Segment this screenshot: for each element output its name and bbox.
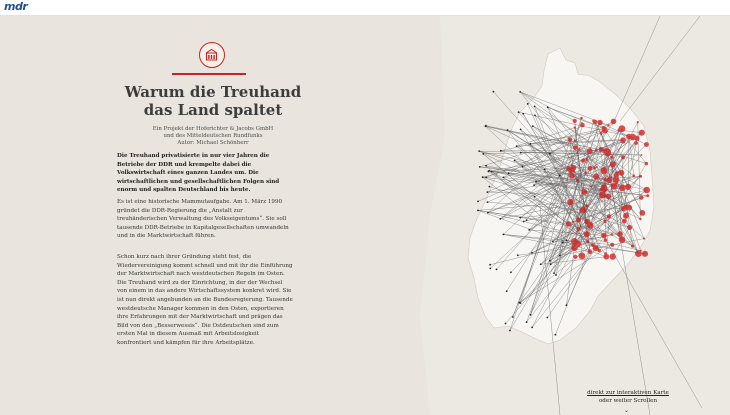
east-company-dot[interactable] <box>619 170 625 176</box>
west-company-dot[interactable] <box>520 152 522 154</box>
west-company-dot[interactable] <box>555 274 557 276</box>
east-company-dot[interactable] <box>580 117 583 120</box>
east-company-dot[interactable] <box>607 124 609 126</box>
east-company-dot[interactable] <box>579 253 586 260</box>
west-company-dot[interactable] <box>555 334 557 336</box>
west-company-dot[interactable] <box>544 169 546 171</box>
east-company-dot[interactable] <box>622 219 627 224</box>
west-company-dot[interactable] <box>526 219 528 221</box>
east-company-dot[interactable] <box>619 185 626 192</box>
top-bar <box>0 0 730 16</box>
credit-line: und des Mitteldeutschen Rundfunks <box>163 133 263 139</box>
east-company-dot[interactable] <box>639 218 641 220</box>
east-company-dot[interactable] <box>631 245 634 248</box>
east-company-dot[interactable] <box>601 233 607 239</box>
west-company-dot[interactable] <box>517 254 519 256</box>
west-company-dot[interactable] <box>550 264 552 266</box>
west-company-dot[interactable] <box>534 106 536 108</box>
west-company-dot[interactable] <box>503 234 505 236</box>
west-company-dot[interactable] <box>522 166 524 168</box>
east-company-dot[interactable] <box>619 236 626 243</box>
east-company-dot[interactable] <box>639 210 645 216</box>
east-company-dot[interactable] <box>585 204 588 207</box>
west-company-dot[interactable] <box>547 317 549 319</box>
scroll-hint-text: oder weiter Scrollen <box>598 397 658 404</box>
east-company-dot[interactable] <box>572 221 574 223</box>
west-company-dot[interactable] <box>540 263 542 265</box>
west-company-dot[interactable] <box>562 242 564 244</box>
east-company-dot[interactable] <box>584 219 590 225</box>
west-company-dot[interactable] <box>482 176 484 178</box>
east-company-dot[interactable] <box>580 225 582 227</box>
west-company-dot[interactable] <box>533 184 535 186</box>
title-divider <box>172 73 246 75</box>
east-company-dot[interactable] <box>623 213 629 219</box>
east-company-dot[interactable] <box>567 199 573 205</box>
east-company-dot[interactable] <box>584 231 590 237</box>
west-company-dot[interactable] <box>500 150 502 152</box>
east-company-dot[interactable] <box>639 175 642 178</box>
west-company-dot[interactable] <box>477 201 479 203</box>
east-company-dot[interactable] <box>596 166 598 168</box>
west-company-dot[interactable] <box>566 304 568 306</box>
east-company-dot[interactable] <box>639 195 643 199</box>
east-company-dot[interactable] <box>576 227 580 231</box>
east-company-dot[interactable] <box>634 141 638 145</box>
credits <box>117 126 309 147</box>
east-company-dot[interactable] <box>593 167 596 170</box>
east-company-dot[interactable] <box>588 250 593 255</box>
scroll-hint <box>560 390 696 414</box>
west-company-dot[interactable] <box>499 218 501 220</box>
west-company-dot[interactable] <box>516 145 518 147</box>
east-company-dot[interactable] <box>574 140 576 142</box>
germany-network-map[interactable] <box>0 16 730 415</box>
east-company-dot[interactable] <box>604 194 607 197</box>
west-company-dot[interactable] <box>496 269 498 271</box>
west-company-dot[interactable] <box>535 181 537 183</box>
west-company-dot[interactable] <box>507 129 509 131</box>
east-company-dot[interactable] <box>600 188 603 191</box>
east-company-dot[interactable] <box>644 142 649 147</box>
east-company-dot[interactable] <box>598 249 602 253</box>
east-company-dot[interactable] <box>610 243 614 247</box>
east-company-dot[interactable] <box>603 254 609 260</box>
west-company-dot[interactable] <box>531 327 533 329</box>
interactive-map-link[interactable]: direkt zur interaktiven Karte <box>587 390 669 396</box>
west-company-dot[interactable] <box>489 268 491 270</box>
east-company-dot[interactable] <box>597 120 602 125</box>
west-company-dot[interactable] <box>485 165 487 167</box>
east-company-dot[interactable] <box>584 172 587 175</box>
east-company-dot[interactable] <box>576 179 579 182</box>
body-paragraph-2: Schon kurz nach ihrer Gründung steht fest, die Wiedervereinigung kommt schnell und mit ihr die Einführung der Marktwirtschaft nach westdeutschen Regeln im Osten. Die Treuhand wird zu der Einrichtung, in der der Wechsel von einem in das andere Wirtschaftssystem konkret wird. Sie ist nun direkt angebunden an die Bundesregierung. Tausende westdeutsche Manager kommen in den Osten, exportieren ihre Erfahrungen mit der Marktwirtschaft und prägen das Bild von den „Besserwessis“. Die Ostdeutschen sind zum ersten Mal in diesem Ausmaß mit Arbeitslosigkeit konfrontiert und kämpfen für ihre Arbeitsplätze. <box>117 254 293 346</box>
east-company-dot[interactable] <box>573 255 577 259</box>
west-company-dot[interactable] <box>534 115 536 117</box>
west-company-dot[interactable] <box>505 323 507 325</box>
east-company-dot[interactable] <box>581 189 587 195</box>
east-company-dot[interactable] <box>627 225 632 230</box>
east-company-dot[interactable] <box>645 162 649 166</box>
east-company-dot[interactable] <box>603 220 606 223</box>
west-company-dot[interactable] <box>552 241 554 243</box>
east-company-dot[interactable] <box>575 241 581 247</box>
credit-line: Ein Projekt der Hoferichter & Jacobs GmbH <box>152 126 274 132</box>
east-company-dot[interactable] <box>624 205 630 211</box>
east-company-dot[interactable] <box>610 176 612 178</box>
west-company-dot[interactable] <box>526 321 528 323</box>
east-company-dot[interactable] <box>615 171 620 176</box>
chevron-down-icon[interactable]: ⌄ <box>624 407 630 414</box>
east-company-dot[interactable] <box>585 158 588 161</box>
east-company-dot[interactable] <box>618 128 621 131</box>
west-company-dot[interactable] <box>559 175 561 177</box>
east-company-dot[interactable] <box>566 221 571 226</box>
east-company-dot[interactable] <box>610 156 613 159</box>
west-company-dot[interactable] <box>522 113 524 115</box>
east-company-dot[interactable] <box>593 120 597 124</box>
west-company-dot[interactable] <box>509 330 511 332</box>
east-company-dot[interactable] <box>577 151 579 153</box>
west-company-dot[interactable] <box>487 191 489 193</box>
west-company-dot[interactable] <box>519 217 521 219</box>
page-title: Warum die Treuhand das Land spaltet <box>124 83 302 119</box>
west-company-dot[interactable] <box>508 172 510 174</box>
west-company-dot[interactable] <box>485 125 487 127</box>
east-company-dot[interactable] <box>607 214 611 218</box>
east-company-dot[interactable] <box>611 233 614 236</box>
east-company-dot[interactable] <box>595 149 598 152</box>
east-company-dot[interactable] <box>581 122 583 124</box>
west-company-dot[interactable] <box>527 103 529 105</box>
mdr-logo[interactable]: mdr <box>4 0 28 13</box>
west-company-dot[interactable] <box>482 153 484 155</box>
east-company-dot[interactable] <box>568 137 573 142</box>
west-company-dot[interactable] <box>478 150 480 152</box>
east-company-dot[interactable] <box>574 126 576 128</box>
east-company-dot[interactable] <box>573 119 577 123</box>
east-company-dot[interactable] <box>603 178 606 181</box>
west-company-dot[interactable] <box>487 212 489 214</box>
east-company-dot[interactable] <box>613 177 619 183</box>
east-company-dot[interactable] <box>602 126 607 131</box>
east-company-dot[interactable] <box>600 132 603 135</box>
west-company-dot[interactable] <box>532 125 534 127</box>
east-company-dot[interactable] <box>630 134 637 141</box>
west-company-dot[interactable] <box>531 252 533 254</box>
east-company-dot[interactable] <box>639 130 645 136</box>
east-company-dot[interactable] <box>586 240 589 243</box>
east-company-dot[interactable] <box>591 243 595 247</box>
east-company-dot[interactable] <box>604 238 608 242</box>
east-company-dot[interactable] <box>606 175 608 177</box>
east-company-dot[interactable] <box>642 251 648 257</box>
west-company-dot[interactable] <box>549 260 551 262</box>
east-company-dot[interactable] <box>641 154 643 156</box>
east-company-dot[interactable] <box>617 231 623 237</box>
east-company-dot[interactable] <box>610 161 616 167</box>
east-company-dot[interactable] <box>588 166 593 171</box>
west-company-dot[interactable] <box>491 171 493 173</box>
author-line: Autor: Michael Schönherr <box>177 140 249 146</box>
west-company-dot[interactable] <box>534 196 536 198</box>
west-company-dot[interactable] <box>518 111 520 113</box>
east-company-dot[interactable] <box>605 150 611 156</box>
west-company-dot[interactable] <box>488 171 490 173</box>
east-company-dot[interactable] <box>573 145 578 150</box>
west-company-dot[interactable] <box>566 239 568 241</box>
west-company-dot[interactable] <box>487 201 489 203</box>
east-company-dot[interactable] <box>601 167 608 174</box>
west-company-dot[interactable] <box>512 316 514 318</box>
west-company-dot[interactable] <box>520 302 522 304</box>
east-company-dot[interactable] <box>640 250 642 252</box>
east-company-dot[interactable] <box>570 171 573 174</box>
body-paragraph-1: Es ist eine historische Mammutaufgabe. Am 1. März 1990 gründet die DDR-Regierung die „Anstalt zur treuhänderischen Verwaltung des Volkseigentums“. Sie soll tausende DDR-Betriebe in Kapitalgesellschaften umwandeln und in die Marktwirtschaft führen. <box>117 199 289 240</box>
east-company-dot[interactable] <box>622 140 626 144</box>
east-company-dot[interactable] <box>643 237 645 239</box>
west-company-dot[interactable] <box>519 91 521 93</box>
west-company-dot[interactable] <box>530 143 532 145</box>
east-company-dot[interactable] <box>621 155 625 159</box>
east-company-dot[interactable] <box>593 173 599 179</box>
west-company-dot[interactable] <box>503 177 505 179</box>
east-company-dot[interactable] <box>610 253 616 259</box>
west-company-dot[interactable] <box>479 166 481 168</box>
west-company-dot[interactable] <box>477 210 479 212</box>
east-company-dot[interactable] <box>580 207 587 214</box>
east-company-dot[interactable] <box>578 148 581 151</box>
west-company-dot[interactable] <box>530 314 532 316</box>
west-company-dot[interactable] <box>514 160 516 162</box>
east-company-dot[interactable] <box>611 119 617 125</box>
west-company-dot[interactable] <box>523 221 525 223</box>
lead-paragraph: Die Treuhand privatisierte in nur vier Jahren die Betriebe der DDR und krempelte dabei die Volkswirtschaft eines ganzen Landes um. Die wirtschaftlichen und gesellschaftlichen Folgen sind enorm und spalten Deutschland bis heute. <box>117 153 280 194</box>
west-company-dot[interactable] <box>485 177 487 179</box>
east-company-dot[interactable] <box>576 218 581 223</box>
west-company-dot[interactable] <box>493 91 495 93</box>
east-company-dot[interactable] <box>587 148 593 154</box>
west-company-dot[interactable] <box>528 229 530 231</box>
east-company-dot[interactable] <box>637 121 639 123</box>
east-company-dot[interactable] <box>590 185 592 187</box>
west-company-dot[interactable] <box>506 290 508 292</box>
east-company-dot[interactable] <box>581 158 585 162</box>
west-company-dot[interactable] <box>547 106 549 108</box>
west-company-dot[interactable] <box>510 271 512 273</box>
east-company-dot[interactable] <box>625 184 631 190</box>
west-company-dot[interactable] <box>489 264 491 266</box>
west-company-dot[interactable] <box>549 153 551 155</box>
west-company-dot[interactable] <box>489 186 491 188</box>
west-company-dot[interactable] <box>553 272 555 274</box>
east-company-dot[interactable] <box>569 173 575 179</box>
east-company-dot[interactable] <box>643 187 650 194</box>
east-company-dot[interactable] <box>599 147 604 152</box>
east-company-dot[interactable] <box>646 194 649 197</box>
treuhand-building-icon <box>199 42 225 68</box>
east-company-dot[interactable] <box>606 177 612 183</box>
east-company-dot[interactable] <box>633 174 636 177</box>
west-company-dot[interactable] <box>520 129 522 131</box>
west-company-dot[interactable] <box>559 255 561 257</box>
main-area <box>0 16 730 415</box>
east-company-dot[interactable] <box>615 183 617 185</box>
